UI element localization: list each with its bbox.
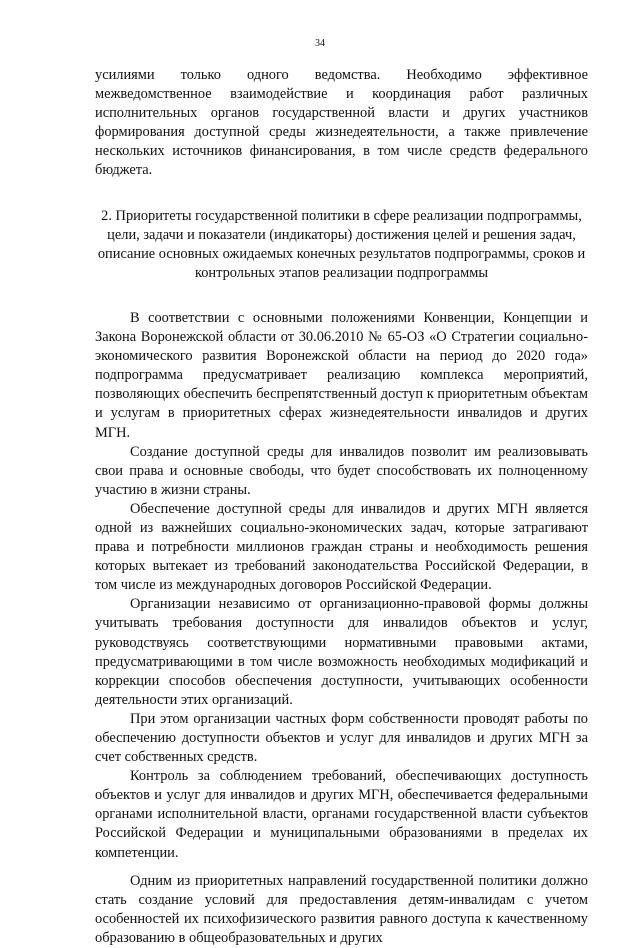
paragraph-5: При этом организации частных форм собственности проводят работы по обеспечению доступности объектов и услуг для инвалидов и других МГН за счет собственных средств. (95, 710, 588, 766)
section-title: 2. Приоритеты государственной политики в сфере реализации подпрограммы, цели, задачи и показатели (индикаторы) достижения целей и решения задач, описание основных ожидаемых конечных результатов подпрограммы, сроков и контрольных этапов реализации подпрограммы (97, 207, 586, 281)
paragraph-2: Создание доступной среды для инвалидов позволит им реализовывать свои права и основные свободы, что будет способствовать их полноценному участию в жизни страны. (95, 443, 588, 498)
intro-paragraph: усилиями только одного ведомства. Необходимо эффективное межведомственное взаимодействие и координация работ различных исполнительных органов государственной власти и других участников формирования доступной среды жизнедеятельности, а также привлечение нескольких источников финансирования, в том числе средств федерального бюджета. (95, 67, 588, 179)
paragraph-4: Организации независимо от организационно-правовой формы должны учитывать требования доступности для инвалидов объектов и услуг, руководствуясь соответствующими нормативными правовыми актами, предусматривающими в том числе возможность необходимых модификаций и коррекции способов обеспечения доступности, учитывающих особенности деятельности этих организаций. (95, 596, 588, 708)
document-body (95, 66, 588, 948)
paragraph-6: Контроль за соблюдением требований, обеспечивающих доступность объектов и услуг для инвалидов и других МГН, обеспечивается федеральными органами исполнительной власти, органами государственной власти субъектов Российской Федерации и муниципальными образованиями в пределах их компетенции. (95, 768, 588, 861)
page-number: 34 (315, 38, 325, 49)
paragraph-3: Обеспечение доступной среды для инвалидов и других МГН является одной из важнейших социально-экономических задач, которые затрагивают права и потребности миллионов граждан страны и необходимость решения которых вытекает из требований законодательства Российской Федерации, в том числе из международных договоров Российской Федерации. (95, 500, 588, 594)
paragraph-7: Одним из приоритетных направлений государственной политики должно стать создание условий для предоставления детям-инвалидам с учетом особенностей их психофизического развития равного доступа к качественному образованию в общеобразовательных и других (95, 872, 588, 946)
paragraph-1: В соответствии с основными положениями Конвенции, Концепции и Закона Воронежской области от 30.06.2010 № 65-ОЗ «О Стратегии социально-экономического развития Воронежской области на период до 2020 года» подпрограмма предусматривает реализацию комплекса мероприятий, позволяющих обеспечить беспрепятственный доступ к приоритетным объектам и услугам в приоритетных сферах жизнедеятельности инвалидов и других МГН. (95, 309, 588, 441)
